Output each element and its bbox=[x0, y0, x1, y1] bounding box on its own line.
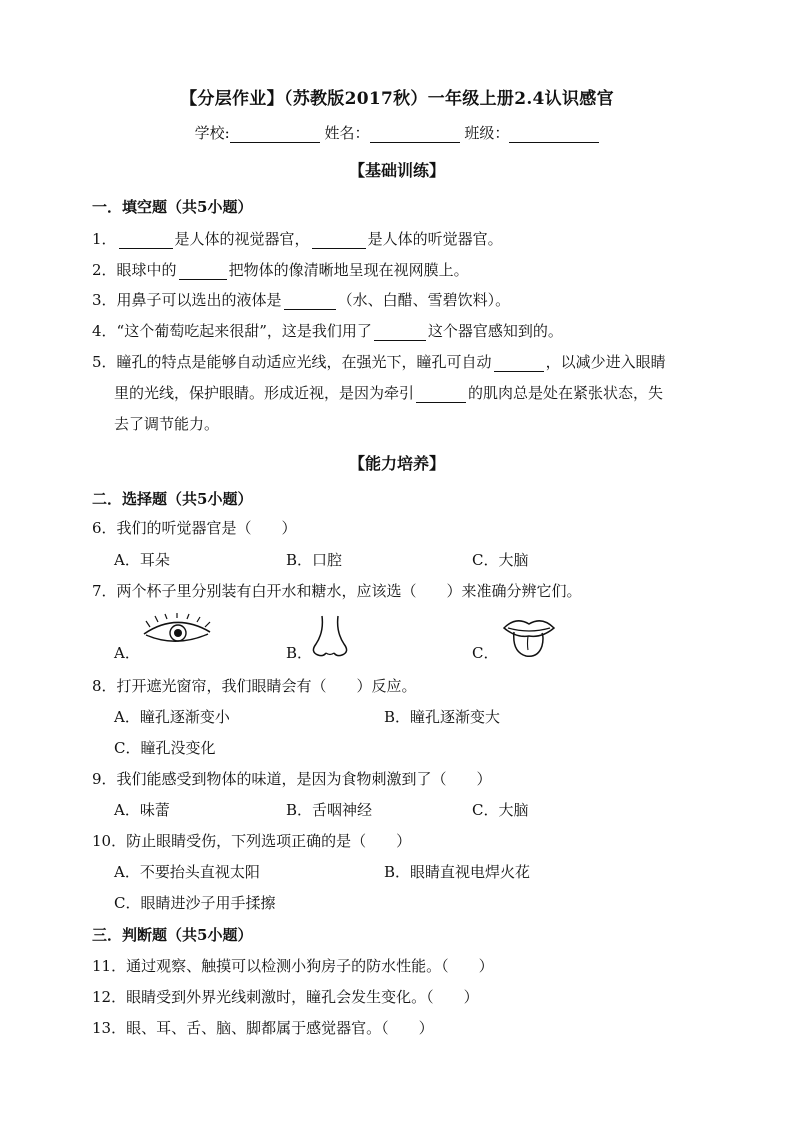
name-label: 姓名： bbox=[324, 124, 370, 142]
q1-text-1: 是人体的视觉器官， bbox=[174, 230, 310, 248]
q6-option-a[interactable]: A．耳朵 bbox=[114, 551, 170, 569]
q1-blank-1[interactable] bbox=[119, 232, 173, 249]
q8-option-b[interactable]: B．瞳孔逐渐变大 bbox=[384, 708, 501, 726]
q2-num: 2． bbox=[92, 261, 117, 279]
question-12: 12．眼睛受到外界光线刺激时，瞳孔会发生变化。（ ） bbox=[92, 988, 479, 1006]
question-1 bbox=[92, 229, 503, 249]
q4-text-1: “这个葡萄吃起来很甜”，这是我们用了 bbox=[116, 322, 372, 340]
q3-text-2: （水、白醋、雪碧饮料）。 bbox=[337, 291, 511, 309]
q10-option-a[interactable]: A．不要抬头直视太阳 bbox=[114, 863, 260, 881]
question-10: 10．防止眼睛受伤，下列选项正确的是（ ） bbox=[92, 832, 412, 850]
q2-text-1: 眼球中的 bbox=[116, 261, 177, 279]
q4-text-2: 这个器官感知到的。 bbox=[427, 322, 563, 340]
q1-blank-2[interactable] bbox=[312, 232, 366, 249]
question-7: 7．两个杯子里分别装有白开水和糖水，应该选（ ）来准确分辨它们。 bbox=[92, 582, 582, 600]
section-ability-training: 【能力培养】 bbox=[348, 454, 445, 473]
q2-text-2: 把物体的像清晰地呈现在视网膜上。 bbox=[228, 261, 469, 279]
q5-num: 5． bbox=[92, 353, 117, 371]
q5-text-1: 瞳孔的特点是能够自动适应光线，在强光下，瞳孔可自动 bbox=[116, 353, 492, 371]
q4-blank[interactable] bbox=[374, 324, 426, 341]
student-info-line bbox=[0, 122, 794, 143]
q3-num: 3． bbox=[92, 291, 117, 309]
q7-option-b[interactable]: B． bbox=[286, 644, 313, 662]
q1-text-2: 是人体的听觉器官。 bbox=[367, 230, 503, 248]
q9-option-a[interactable]: A．味蕾 bbox=[114, 801, 170, 819]
q8-option-a[interactable]: A．瞳孔逐渐变小 bbox=[114, 708, 230, 726]
q5-blank-1[interactable] bbox=[494, 355, 544, 372]
class-label: 班级： bbox=[464, 124, 510, 142]
tongue-icon bbox=[500, 614, 558, 660]
q5-text-2: ，以减少进入眼睛 bbox=[545, 353, 666, 371]
q5-blank-2[interactable] bbox=[416, 386, 466, 403]
q1-num: 1． bbox=[92, 230, 117, 248]
question-2 bbox=[92, 260, 469, 280]
question-13: 13．眼、耳、舌、脑、脚都属于感觉器官。（ ） bbox=[92, 1019, 434, 1037]
eye-icon bbox=[140, 614, 216, 648]
nose-icon bbox=[308, 614, 352, 660]
q5-line2-text-1: 里的光线，保护眼睛。形成近视，是因为牵引 bbox=[114, 384, 415, 402]
part3-heading: 三．判断题（共5小题） bbox=[92, 926, 253, 944]
name-blank[interactable] bbox=[370, 126, 460, 143]
school-label: 学校: bbox=[194, 124, 230, 142]
q6-option-b[interactable]: B．口腔 bbox=[286, 551, 343, 569]
question-11: 11．通过观察、触摸可以检测小狗房子的防水性能。（ ） bbox=[92, 957, 494, 975]
q5-line2-text-2: 的肌肉总是处在紧张状态，失 bbox=[468, 384, 664, 402]
q4-num: 4． bbox=[92, 322, 117, 340]
question-5-line-2 bbox=[114, 383, 663, 403]
question-3 bbox=[92, 290, 510, 310]
q10-option-c[interactable]: C．眼睛进沙子用手揉擦 bbox=[114, 894, 276, 912]
question-8: 8．打开遮光窗帘，我们眼睛会有（ ）反应。 bbox=[92, 677, 417, 695]
question-9: 9．我们能感受到物体的味道，是因为食物刺激到了（ ） bbox=[92, 770, 492, 788]
school-blank[interactable] bbox=[230, 126, 320, 143]
part1-heading: 一．填空题（共5小题） bbox=[92, 198, 253, 216]
q9-option-c[interactable]: C．大脑 bbox=[472, 801, 529, 819]
question-4 bbox=[92, 321, 563, 341]
part2-heading: 二．选择题（共5小题） bbox=[92, 490, 253, 508]
q9-option-b[interactable]: B．舌咽神经 bbox=[286, 801, 373, 819]
q10-option-b[interactable]: B．眼睛直视电焊火花 bbox=[384, 863, 531, 881]
q6-option-c[interactable]: C．大脑 bbox=[472, 551, 529, 569]
q3-blank[interactable] bbox=[284, 293, 336, 310]
q7-option-a[interactable]: A． bbox=[114, 644, 140, 662]
question-5-line-3: 去了调节能力。 bbox=[114, 415, 220, 433]
page-title: 【分层作业】（苏教版2017秋）一年级上册2.4认识感官 bbox=[180, 89, 614, 109]
question-5 bbox=[92, 352, 666, 372]
q8-option-c[interactable]: C．瞳孔没变化 bbox=[114, 739, 216, 757]
q7-option-c[interactable]: C． bbox=[472, 644, 499, 662]
q3-text-1: 用鼻子可以选出的液体是 bbox=[116, 291, 282, 309]
section-basic-training: 【基础训练】 bbox=[348, 161, 445, 180]
question-6: 6．我们的听觉器官是（ ） bbox=[92, 519, 297, 537]
class-blank[interactable] bbox=[509, 126, 599, 143]
q2-blank[interactable] bbox=[179, 263, 227, 280]
